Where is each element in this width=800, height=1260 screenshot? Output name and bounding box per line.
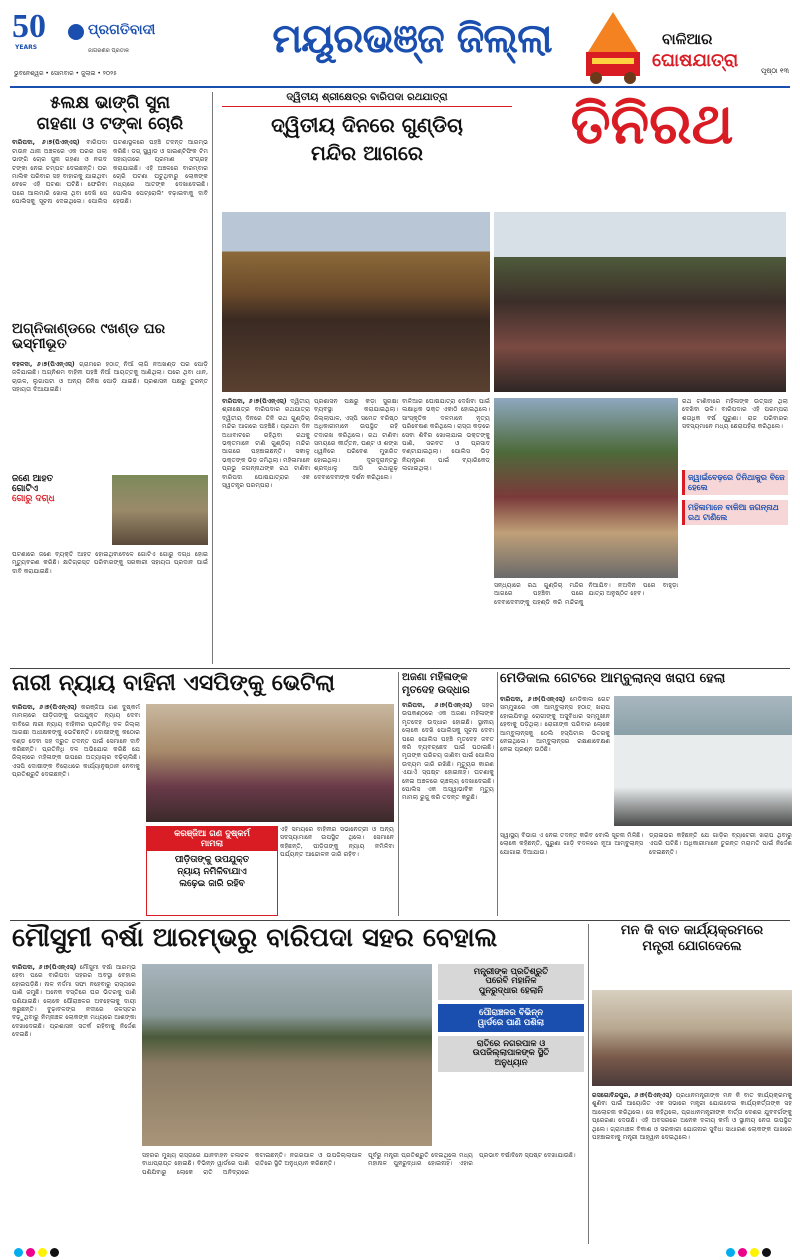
registration-marks-right	[726, 1248, 786, 1258]
registration-marks-left	[14, 1248, 74, 1258]
rath-photo-crowd-2	[494, 212, 786, 392]
monsoon-body-3: ସହରର ମୁଖ୍ୟ ରାସ୍ତାରେ ଯାନବାହନ ଚଳାଚଳ ବାଧାପ୍ରାପ୍ତ ହୋଇଛି। ବିଭିନ୍ନ ୱାର୍ଡରେ ପାଣି ପଶିଯିବାରୁ ଲୋକେ ରାତି ଅନିଦ୍ରାରେ କଟାଇଛନ୍ତି। ନଗରପାଳ ଓ ଉପଜିଲ୍ଲାପାଳ ରାତିରେ ସ୍ଥିତି ଅନୁଧ୍ୟାନ କରିଛନ୍ତି।	[142, 1152, 362, 1176]
ghoshayatra-banner	[572, 6, 792, 84]
rath-pullquote-2: ମହିଳାମାନେ ବାଳିଆ ଜଗନ୍ନାଥ ରଥ ଟାଣିଲେ	[682, 500, 788, 525]
ambulance-body-3: ଡ୍ରାଇଭର କହିଛନ୍ତି ଯେ ଗାଡ଼ିର ବ୍ୟାଟେରୀ ଖରାପ ଥିବାରୁ ଏପରି ଘଟିଛି। ଅଧିକାରୀମାନେ ତୁରନ୍ତ ମରାମତି ପାଇଁ ନିର୍ଦ୍ଦେଶ ଦେଇଛନ୍ତି।	[649, 832, 792, 856]
story-rath	[216, 90, 792, 666]
rath-body-2: ପ୍ରଶାସନ ପକ୍ଷରୁ କଡ଼ା ସୁରକ୍ଷା ବ୍ୟବସ୍ଥା କରାଯାଇଥିଲା। ଜିଲ୍ଲାପାଳ, ଏସ୍‌ପି ସମେତ ବରିଷ୍ଠ ଅଧିକାରୀମାନେ ଉପସ୍ଥିତ ରହି ତଦାରଖ କରିଥିଲେ। ରଥ ଟାଣିବା ସମୟରେ କୀର୍ତ୍ତନ, ଘଣ୍ଟ ଓ ଶଙ୍ଖ ଧ୍ୱନିରେ ପରିବେଶ ମୁଖରିତ ହୋଇଥିଲା। ଦୂରଦୂରାନ୍ତରୁ ଶ୍ରଦ୍ଧାଳୁ ଆସି ରଥାରୂଢ଼ ଦେବାଦେବୀଙ୍କ ଦର୍ଶନ କରିଥିଲେ।	[314, 398, 398, 481]
cyan-mark	[14, 1248, 23, 1257]
section-divider-1	[10, 668, 790, 669]
fire-subhead-1: ଜଣେ ଆହତ	[12, 473, 54, 484]
body-dateline: ବାରିପଦା, ୬।୭(ପିଏନ୍‌ଏସ୍‌)	[402, 702, 473, 709]
nari-body-3: ଏହି ସମୟରେ ବାହିନୀର ସଭାନେତ୍ରୀ ଓ ଅନ୍ୟ ସଦସ୍ୟାମାନେ ଉପସ୍ଥିତ ଥିଲେ। ସେମାନେ କହିଛନ୍ତି, ପୀଡ଼ିତାଙ୍କୁ ନ୍ୟାୟ ନମିଳିବା ପର୍ଯ୍ୟନ୍ତ ଆନ୍ଦୋଳନ ଜାରି ରହିବ।	[280, 826, 394, 859]
mkb-body: ପ୍ରଧାନମନ୍ତ୍ରୀଙ୍କ ମନ କି ବାତ କାର୍ଯ୍ୟକ୍ରମକୁ ଶୁଣିବା ପାଇଁ ଆୟୋଜିତ ଏକ ସଭାରେ ମନ୍ତ୍ରୀ ଯୋଗଦେଇ କାର୍ଯ୍ୟକର୍ତ୍ତାଙ୍କ ସହ ଆଲୋଚନା କରିଥିଲେ। ସେ କହିଥିଲେ, ପ୍ରଧାନମନ୍ତ୍ରୀଙ୍କ ବାର୍ତ୍ତା ଦେଶର ଯୁବବର୍ଗଙ୍କୁ ପ୍ରେରଣା ଦେଉଛି। ଏହି ଅବସରରେ ଅନେକ ଦଳୀୟ କର୍ମୀ ଓ ସ୍ଥାନୀୟ ନେତା ଉପସ୍ଥିତ ଥିଲେ। ଗ୍ରାମାଞ୍ଚଳ ବିକାଶ ଓ ସରକାରୀ ଯୋଜନାର ସୁବିଧା ସାଧାରଣ ଲୋକଙ୍କ ପାଖରେ ପହଞ୍ଚାଇବାକୁ ମନ୍ତ୍ରୀ ଆହ୍ୱାନ ଦେଇଥିଲେ।	[592, 1092, 792, 1142]
rath-kicker: ଦ୍ୱିତୀୟ ଶ୍ରୀକ୍ଷେତ୍ର ବାରିପଦା ରଥଯାତ୍ରା	[222, 92, 512, 107]
rath-pullquote-1: ଜ୍ୱାଇଁବେଢ଼ରେ ତିନିଥାକୁର ବିଜେ ହେଲେ	[682, 470, 788, 495]
masthead-divider	[10, 86, 790, 88]
ambulance-dateline: ବାରିପଦା, ୬।୭(ପିଏନ୍‌ଏସ୍‌)	[500, 696, 566, 703]
magenta-mark	[738, 1248, 747, 1257]
monsoon-body-1: ମୌସୁମୀ ବର୍ଷା ଆରମ୍ଭ ହେବା ପରେ ବାରିପଦା ସହରର ଅବସ୍ଥା ବେହାଲ ହୋଇପଡ଼ିଛି। ନାଳ ନର୍ଦ୍ଦମା ସଫା ନହେବାରୁ ରାସ୍ତାରେ ପାଣି ଜମୁଛି। ଅନେକ ବସ୍ତିରେ ଘର ଭିତରକୁ ପାଣି ପଶିଯାଇଛି। ଲୋକେ ପୌରାଞ୍ଚଳର ଅବହେଳାକୁ ଦାୟୀ କରୁଛନ୍ତି।	[12, 964, 136, 1014]
column-divider-left	[212, 92, 213, 664]
story-body-found	[402, 672, 494, 918]
body-body: ସହର ଉପକଣ୍ଠରେ ଏକ ଅଜଣା ମହିଳାଙ୍କ ମୃତଦେହ ଉଦ୍ଧାର ହୋଇଛି। ସ୍ଥାନୀୟ ଲୋକେ ଦେଖି ପୋଲିସକୁ ସୂଚନା ଦେବା ପରେ ପୋଲିସ ପହଞ୍ଚି ମୃତଦେହ ଜବତ କରି ବ୍ୟବଚ୍ଛେଦ ପାଇଁ ପଠାଇଛି। ମୃତାଙ୍କ ପରିଚୟ ଜାଣିବା ପାଇଁ ପୋଲିସ ଉଦ୍ୟମ ଜାରି ରଖିଛି। ମୃତ୍ୟୁର କାରଣ ଏଯାଏଁ ସ୍ପଷ୍ଟ ହୋଇନାହିଁ। ଘଟଣାକୁ ନେଇ ଅଞ୍ଚଳରେ ଚାଞ୍ଚଲ୍ୟ ଦେଖାଦେଇଛି। ପୋଲିସ ଏକ ଅସ୍ୱାଭାବିକ ମୃତ୍ୟୁ ମାମଲା ରୁଜୁ କରି ତଦନ୍ତ କରୁଛି।	[402, 702, 494, 802]
monsoon-dateline: ବାରିପଦା, ୬।୭(ପିଏନ୍‌ଏସ୍‌)	[12, 964, 77, 971]
page-label: ପୃଷ୍ଠା ୧୩	[758, 66, 792, 77]
monsoon-headline: ମୌସୁମୀ ବର୍ଷା ଆରମ୍ଭରୁ ବାରିପଦା ସହର ବେହାଲ	[12, 923, 498, 953]
story-theft	[12, 92, 208, 322]
rath-headline-2: ମନ୍ଦିର ଆଗରେ	[310, 141, 424, 165]
nari-photo	[146, 704, 394, 822]
theft-body: ବାରିପଦା ଟାଉନ ଥାନା ଅଞ୍ଚଳରେ ଏକ ଘରର ତାଲା ଭାଙ୍ଗି ଚୋର ସୁନା ଗହଣା ଓ ନଗଦ ଟଙ୍କା ନେଇ ଚମ୍ପଟ ଦେଇଛନ୍ତି। ଘର ମାଲିକ ପରିବାର ସହ ବାହାରକୁ ଯାଇଥିବା ବେଳେ ଏହି ଘଟଣା ଘଟିଛି। ଫେରିବା ପରେ ଆଲମାରି ଖୋଲା ଥିବା ଦେଖି ସେ ପୋଲିସକୁ ସୂଚନା ଦେଇଥିଲେ। ପୋଲିସ ଘଟଣାସ୍ଥଳରେ ପହଞ୍ଚି ତଦନ୍ତ ଆରମ୍ଭ କରିଛି। ଡଗ୍ ସ୍କ୍ୱାଡ ଓ ସାଇଣ୍ଟିଫିକ ଟିମ ସହାୟତାରେ ପ୍ରମାଣ ସଂଗ୍ରହ କରାଯାଇଛି। ଏହି ଅଞ୍ଚଳରେ ବାରମ୍ବାର ଚୋରି ଘଟଣା ଘଟୁଥିବାରୁ ଲୋକଙ୍କ ମଧ୍ୟରେ ଆତଙ୍କ ଦେଖାଦେଇଛି। ପୋଲିସ ପେଟ୍ରୋଲିଂ ବଢ଼ାଇବାକୁ ଦାବି ହେଉଛି।	[12, 139, 208, 206]
monsoon-photo	[142, 964, 432, 1146]
paper-logo	[68, 22, 186, 44]
mkb-photo	[592, 990, 792, 1086]
ambulance-headline: ମେଡିକାଲ ଗେଟରେ ଆମ୍ବୁଲାନ୍ସ ଖରାପ ହେଲା	[500, 671, 726, 686]
nari-box: କରଞ୍ଜିଆ ଗଣ ଦୁଷ୍କର୍ମ ମାମଲା ପୀଡ଼ିତାଙ୍କୁ ଉପଯୁକ୍ତ ନ୍ୟାୟ ନମିଳିବାଯାଏ ଲଢ଼େଇ ଜାରି ରହିବ	[146, 826, 278, 916]
monsoon-quote-box: ମନ୍ତ୍ରୀଙ୍କ ପ୍ରତିଶ୍ରୁତି ପରେବି ମହାନିଳ ପୁନରୁଦ୍ଧାର ହେଲାନି ପୌରାଞ୍ଚଳର ବିଭିନ୍ନ ୱାର୍ଡରେ ପାଣି ପଶିଲା ରାତିରେ ନଗରପାଳ ଓ ଉପଜିଲ୍ଲାପାଳଙ୍କ ସ୍ଥିତି ଅନୁଧ୍ୟାନ	[438, 964, 584, 1146]
magenta-mark	[26, 1248, 35, 1257]
rath-big-title: ତିନିରଥ	[570, 92, 734, 157]
cyan-mark	[726, 1248, 735, 1257]
mkb-dateline: ରସଗୋବିନ୍ଦପୁର, ୬।୭(ପିଏନ୍‌ଏସ୍‌)	[592, 1092, 673, 1099]
anniversary-number: 50	[12, 8, 46, 45]
column-divider-mid	[398, 672, 399, 916]
nari-body-1: କରଞ୍ଜିଆ ଗଣ ଦୁଷ୍କର୍ମ ମାମଲାରେ ପୀଡ଼ିତାଙ୍କୁ ଉପଯୁକ୍ତ ନ୍ୟାୟ ଦେବା ଦାବିରେ ନାରୀ ନ୍ୟାୟ ବାହିନୀର ପ୍ରତିନିଧି ଦଳ ଜିଲ୍ଲା ଆରକ୍ଷୀ ଅଧୀକ୍ଷକଙ୍କୁ ଭେଟିଛନ୍ତି। ଦୋଷୀଙ୍କୁ କଠୋର ଦଣ୍ଡ ଦେବା ସହ ଦ୍ରୁତ ତଦନ୍ତ ପାଇଁ ସେମାନେ ଦାବି କରିଛନ୍ତି।	[12, 704, 140, 754]
story-ambulance	[500, 672, 792, 918]
nari-body-2: ପ୍ରତିନିଧି ଦଳ ଅଭିଯୋଗ କରିଛି ଯେ ଜିଲ୍ଲାରେ ମହିଳାଙ୍କ ଉପରେ ଅତ୍ୟାଚାର ବଢ଼ିଚାଲିଛି। ଏସପି ଦୋଷୀଙ୍କ ବିରୋଧରେ କାର୍ଯ୍ୟାନୁଷ୍ଠାନ ନେବାକୁ ପ୍ରତିଶ୍ରୁତି ଦେଇଛନ୍ତି।	[12, 746, 140, 779]
anniversary-years: YEARS	[15, 44, 38, 51]
anniversary-logo	[12, 8, 68, 52]
paper-name: ପ୍ରଗତିବାଦୀ	[88, 22, 156, 38]
monsoon-body-4: ପୂର୍ବରୁ ମନ୍ତ୍ରୀ ପ୍ରତିଶ୍ରୁତି ଦେଇଥିଲେ ମଧ୍ୟ ମହାନାଳ ପୁନରୁଦ୍ଧାର ହୋଇନାହିଁ। ଏହାର ପ୍ରଭାବ ବର୍ଷାଦିନେ ସ୍ପଷ୍ଟ ଦେଖାଯାଉଛି।	[368, 1152, 576, 1168]
mkb-headline-1: ମନ କି ବାତ କାର୍ଯ୍ୟକ୍ରମରେ	[620, 923, 764, 938]
fire-dateline: ବହଳଦା, ୬।୭(ପିଏନ୍‌ଏସ୍‌)	[12, 360, 75, 368]
theft-headline-1: ୫ଲକ୍ଷ ଭାଙ୍ଗି ସୁନା	[49, 93, 171, 113]
fire-subhead-box	[12, 475, 108, 505]
story-nari	[12, 672, 394, 918]
rath-headline-1: ଦ୍ୱିତୀୟ ଦିନରେ ଗୁଣ୍ଡିଚା	[271, 113, 463, 137]
chariot-icon	[578, 12, 648, 84]
rath-body-3: ବାଳିଆର ଘୋଷଯାତ୍ରା ଦେଖିବା ପାଇଁ ଲକ୍ଷାଧିକ ଭକ୍ତ ଏକାଠି ହୋଇଥିଲେ। ସାଂସ୍କୃତିକ ଦଳମାନେ ନୃତ୍ୟ ପରିବେଷଣ କରିଥିଲେ। ରାସ୍ତା କଡ଼ରେ ସେବା ଶିବିର ଖୋଲାଯାଇ ଭକ୍ତଙ୍କୁ ପାଣି, ସରବତ ଓ ପ୍ରସାଦ ବଣ୍ଟାଯାଇଥିଲା। ପୋଲିସ ଭିଡ଼ ନିୟନ୍ତ୍ରଣ ପାଇଁ ବ୍ୟାରିକେଡ୍ ଲଗାଇଥିଲା।	[402, 398, 490, 473]
fire-subhead-3: ଗୋରୁ ଦଗ୍ଧ	[12, 493, 55, 504]
paper-logo-icon	[68, 24, 84, 40]
theft-headline-2: ଗହଣା ଓ ଟଙ୍କା ଚୋରି	[36, 113, 184, 134]
ambulance-photo	[614, 696, 792, 826]
column-divider-bottom	[588, 924, 589, 1244]
date-line: ଭୁବନେଶ୍ୱର • ସୋମବାର • ଜୁଲାଇ • ୨୦୨୫	[14, 70, 117, 77]
nari-headline: ନାରୀ ନ୍ୟାୟ ବାହିନୀ ଏସପିଙ୍କୁ ଭେଟିଲା	[12, 671, 335, 696]
temple-chariot-art	[578, 12, 648, 84]
black-mark	[762, 1248, 771, 1257]
theft-dateline: ବାରିପଦା, ୬।୭(ପିଏନ୍‌ଏସ୍‌)	[12, 139, 80, 147]
yellow-mark	[38, 1248, 47, 1257]
mkb-headline-2: ମନ୍ତ୍ରୀ ଯୋଗଦେଲେ	[642, 939, 742, 955]
fire-body-2: ଘଟଣାରେ ଜଣେ ବ୍ୟକ୍ତି ଆହତ ହୋଇଥିବାବେଳେ ଗୋଟିଏ ଗୋରୁ ଦଗ୍ଧ ହୋଇ ମୃତ୍ୟୁବରଣ କରିଛି। କ୍ଷତିଗ୍ରସ୍ତ ପରିବାରଙ୍କୁ ସରକାରୀ ସହାୟତା ପ୍ରଦାନ ପାଇଁ ଦାବି କରାଯାଇଛି।	[12, 550, 208, 575]
story-mannkibaat	[592, 924, 792, 1246]
rath-body-1: ଦ୍ୱିତୀୟ ଶ୍ରୀକ୍ଷେତ୍ର ବାରିପଦାର ରଥଯାତ୍ରା ଦ୍ୱିତୀୟ ଦିନରେ ତିନି ରଥ ଗୁଣ୍ଡିଚା ମନ୍ଦିର ଆଗରେ ପହଞ୍ଚିଛି। ପ୍ରଥମ ଦିନ ଅଧାବାଟରେ ରହିଥିବା ରଥକୁ ଭକ୍ତମାନେ ଟାଣି ଗୁଣ୍ଡିଚା ମନ୍ଦିର ଆଗରେ ପହଞ୍ଚାଇଛନ୍ତି। ସକାଳୁ ଭକ୍ତଙ୍କ ଭିଡ଼ ଜମିଥିଲା। ମହିଳାମାନେ ପ୍ରଭୁ ଜଗନ୍ନାଥଙ୍କ ରଥ ଟାଣିବା ବାରିପଦା ଘୋଷଯାତ୍ରାର ଏକ ସ୍ୱତନ୍ତ୍ର ପରମ୍ପରା।	[222, 398, 310, 490]
fire-photo	[112, 475, 208, 545]
rath-photo-crowd-1	[222, 212, 490, 392]
section-divider-2	[10, 920, 790, 921]
column-divider-mid-2	[497, 672, 498, 916]
fire-body: ଗ୍ରାମରେ ହଠାତ୍ ନିଆଁ ଲାଗି ନଅଖଣ୍ଡ ଘର ପୋଡ଼ି ଜଳିଯାଇଛି। ଅଗ୍ନିଶମ ବାହିନୀ ପହଞ୍ଚି ନିଆଁ ଆୟତ୍ତକୁ ଆଣିଥିଲା। ଘରେ ଥିବା ଧାନ, ଚାଉଳ, ଲୁଗାପଟା ଓ ଅନ୍ୟ ଜିନିଷ ପୋଡ଼ି ଯାଇଛି। ପ୍ରଶାସନ ପକ୍ଷରୁ ତୁରନ୍ତ ସହାୟତା ଦିଆଯାଇଛି।	[12, 360, 208, 393]
tagline: ଜାଗରଣର ପ୍ରତୀକ	[88, 48, 129, 54]
masthead	[0, 0, 800, 90]
nari-dateline: ବାରିପଦା, ୬।୭(ପିଏନ୍‌ଏସ୍‌)	[12, 704, 77, 711]
yellow-mark	[750, 1248, 759, 1257]
fire-headline: ଅଗ୍ନିକାଣ୍ଡରେ ୯ଖଣ୍ଡ ଘର ଭସ୍ମୀଭୂତ	[12, 321, 166, 353]
ambulance-body-2: ସ୍ୱାସ୍ଥ୍ୟ ବିଭାଗ ଏ ନେଇ ତଦନ୍ତ କରିବ ବୋଲି ସୂଚନା ମିଳିଛି। ଲୋକେ କହିଛନ୍ତି, ପୁରୁଣା ଗାଡ଼ି ବଦଳରେ ନୂଆ ଆମ୍ବୁଲାନ୍ସ ଯୋଗାଇ ଦିଆଯାଉ।	[500, 832, 643, 856]
banner-main-text: ଘୋଷଯାତ୍ରା	[652, 50, 739, 71]
banner-top-text: ବାଳିଆର	[662, 30, 713, 48]
black-mark	[50, 1248, 59, 1257]
body-headline-1: ଅଜଣା ମହିଳାଙ୍କ	[402, 672, 468, 683]
story-monsoon	[12, 924, 584, 1246]
fire-subhead-2: ଗୋଟିଏ	[12, 483, 39, 494]
section-title: ମୟୂରଭଞ୍ଜ ଜିଲ୍ଲା	[272, 16, 552, 62]
rath-body-4: ସନ୍ଧ୍ୟାରେ ରଥ ଗୁଣ୍ଡିଚା ମନ୍ଦିର ଆଗରେ ପହଞ୍ଚିବା ପରେ ଦେବାଦେବୀଙ୍କୁ ପହଣ୍ଡି କରି ମନ୍ଦିରକୁ ନିଆଯିବ। ନଅଦିନ ପରେ ବାହୁଡ଼ା ଯାତ୍ରା ଅନୁଷ୍ଠିତ ହେବ।	[494, 582, 678, 606]
monsoon-body-2: ବୁଢ଼ାବଳଙ୍ଗ ନଦୀରେ ଜଳସ୍ତର ବଢ଼ୁଥିବାରୁ ନିମ୍ନାଞ୍ଚଳ ଲୋକଙ୍କ ମଧ୍ୟରେ ଆଶଙ୍କା ଦେଖାଦେଇଛି। ପ୍ରଶାସନ ସତର୍କ ରହିବାକୁ ନିର୍ଦ୍ଦେଶ ଦେଇଛି।	[12, 1006, 136, 1039]
rath-dateline: ବାରିପଦା, ୬।୭(ପିଏନ୍‌ଏସ୍‌)	[222, 398, 287, 405]
ambulance-body-1: ମେଡିକାଲ ଗେଟ ସମ୍ମୁଖରେ ଏକ ଆମ୍ବୁଲାନ୍ସ ହଠାତ୍ ଖରାପ ହୋଇଯିବାରୁ ରୋଗୀଙ୍କୁ ଅସୁବିଧାର ସମ୍ମୁଖୀନ ହେବାକୁ ପଡ଼ିଥିଲା। ରୋଗୀଙ୍କ ପରିବାର ଲୋକେ ଆମ୍ବୁଲାନ୍ସକୁ ଠେଲି ହସ୍ପିଟାଲ ଭିତରକୁ ନେଇଥିଲେ। ଆମ୍ବୁଲାନ୍ସର ରକ୍ଷଣାବେକ୍ଷଣ ନେଇ ପ୍ରଶ୍ନ ଉଠିଛି।	[500, 696, 610, 754]
nari-box-title: କରଞ୍ଜିଆ ଗଣ ଦୁଷ୍କର୍ମ ମାମଲା	[147, 827, 277, 851]
rath-photo-dancers	[494, 398, 678, 578]
story-fire	[12, 322, 208, 666]
body-headline-2: ମୃତଦେହ ଉଦ୍ଧାର	[402, 685, 470, 696]
rath-body-5: ରଥ ଟାଣିବାରେ ମହିଳାଙ୍କ ଉତ୍ସାହ ଥିଲା ଦେଖିବା ଭଳି। ବାରିପଦାର ଏହି ପରମ୍ପରା ଶତାଧିକ ବର୍ଷ ପୁରୁଣା। ରାଜ ପରିବାରର ସଦସ୍ୟମାନେ ମଧ୍ୟ ଛେରାପହଁରା କରିଥିଲେ।	[682, 398, 788, 431]
